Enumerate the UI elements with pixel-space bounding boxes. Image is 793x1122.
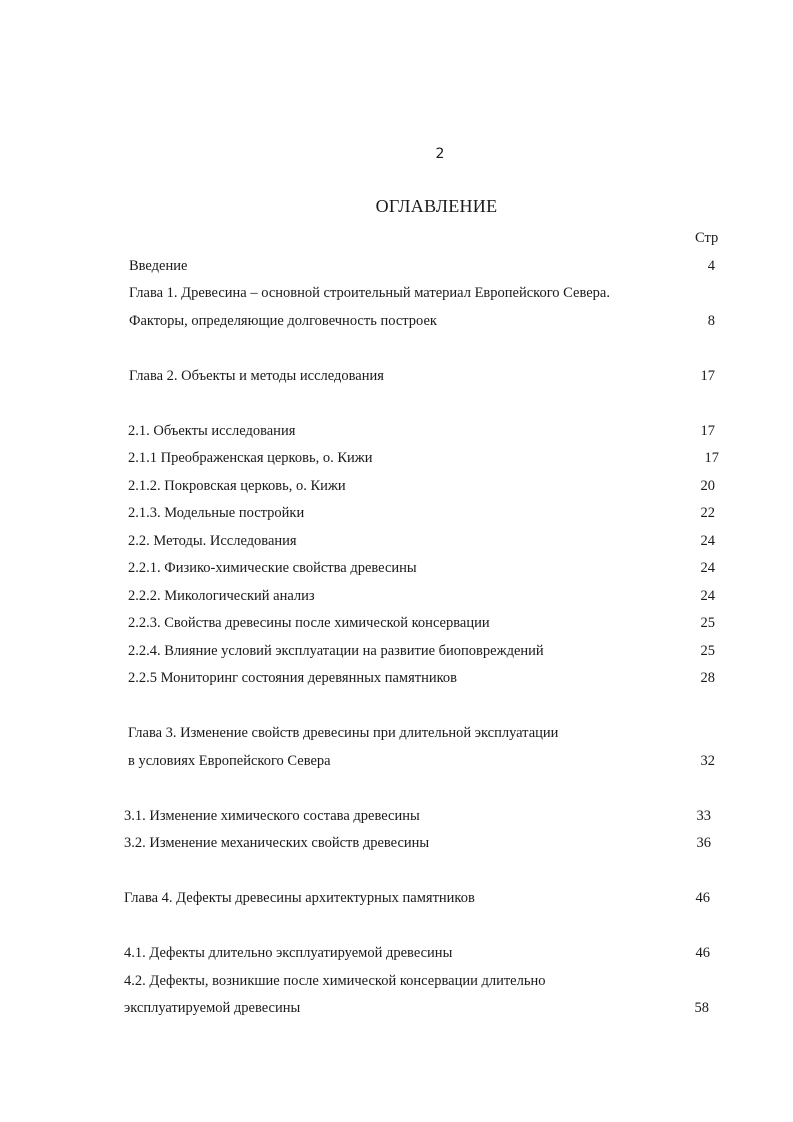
toc-entry-text: Введение [129, 258, 188, 274]
toc-entry-page: 58 [694, 1000, 709, 1016]
toc-entry-page: 22 [700, 505, 715, 521]
toc-entry-page: 17 [704, 450, 719, 466]
page-number: 2 [435, 146, 445, 162]
toc-entry-chapter-3-continued [0, 751, 793, 771]
toc-entry-text: Глава 1. Древесина – основной строительный материал Европейского Севера. [129, 285, 610, 301]
toc-entry-3-2 [0, 833, 793, 853]
toc-entry-text: 4.1. Дефекты длительно эксплуатируемой древесины [124, 945, 453, 961]
toc-entry-page: 28 [700, 670, 715, 686]
toc-entry-text: 3.2. Изменение механических свойств древесины [124, 835, 430, 851]
toc-entry-text: 3.1. Изменение химического состава древесины [124, 808, 420, 824]
toc-entry-text: 2.2.4. Влияние условий эксплуатации на развитие биоповреждений [128, 643, 544, 659]
toc-entry-2-2 [0, 531, 793, 551]
toc-entry-4-2-continued [0, 998, 793, 1018]
toc-entry-text: Глава 4. Дефекты древесины архитектурных памятников [124, 890, 475, 906]
toc-entry-text: 2.1. Объекты исследования [128, 423, 296, 439]
toc-entry-introduction [0, 256, 793, 276]
toc-entry-page: 25 [700, 615, 715, 631]
toc-entry-page: 17 [700, 423, 715, 439]
toc-entry-text: 2.1.2. Покровская церковь, о. Кижи [128, 478, 346, 494]
toc-entry-text: Глава 2. Объекты и методы исследования [129, 368, 384, 384]
toc-entry-2-2-2 [0, 586, 793, 606]
toc-entry-text: 2.1.3. Модельные постройки [128, 505, 305, 521]
toc-entry-page: 17 [700, 368, 715, 384]
toc-entry-page: 24 [700, 533, 715, 549]
toc-entry-page: 4 [707, 258, 715, 274]
page-title: ОГЛАВЛЕНИЕ [375, 196, 498, 216]
toc-entry-chapter-4 [0, 888, 793, 908]
toc-entry-2-1-3 [0, 503, 793, 523]
toc-entry-2-2-4 [0, 641, 793, 661]
toc-entry-chapter-2 [0, 366, 793, 386]
page-column-header: Стр [695, 230, 719, 246]
toc-entry-page: 33 [696, 808, 711, 824]
toc-entry-page: 24 [700, 588, 715, 604]
toc-entry-text: 2.2.3. Свойства древесины после химической консервации [128, 615, 490, 631]
toc-entry-text: Факторы, определяющие долговечность построек [129, 313, 437, 329]
toc-entry-page: 46 [695, 890, 710, 906]
toc-entry-chapter-3 [0, 723, 793, 743]
toc-entry-text: 2.1.1 Преображенская церковь, о. Кижи [128, 450, 373, 466]
toc-entry-2-2-3 [0, 613, 793, 633]
toc-entry-2-1-2 [0, 476, 793, 496]
toc-entry-chapter-1 [0, 283, 793, 303]
toc-entry-chapter-1-continued [0, 311, 793, 331]
toc-entry-text: 2.2.5 Мониторинг состояния деревянных памятников [128, 670, 458, 686]
toc-entry-4-2 [0, 971, 793, 991]
toc-entry-3-1 [0, 806, 793, 826]
toc-entry-page: 25 [700, 643, 715, 659]
toc-entry-text: 4.2. Дефекты, возникшие после химической консервации длительно [124, 973, 546, 989]
toc-entry-text: 2.2. Методы. Исследования [128, 533, 297, 549]
toc-entry-page: 20 [700, 478, 715, 494]
toc-entry-page: 32 [700, 753, 715, 769]
toc-entry-2-1-1 [0, 448, 793, 468]
toc-entry-page: 36 [696, 835, 711, 851]
toc-entry-text: эксплуатируемой древесины [124, 1000, 301, 1016]
toc-entry-page: 46 [695, 945, 710, 961]
toc-entry-2-2-5 [0, 668, 793, 688]
toc-entry-page: 8 [707, 313, 715, 329]
toc-entry-4-1 [0, 943, 793, 963]
toc-entry-text: Глава 3. Изменение свойств древесины при длительной эксплуатации [128, 725, 559, 741]
toc-entry-page: 24 [700, 560, 715, 576]
toc-entry-2-2-1 [0, 558, 793, 578]
toc-entry-text: 2.2.2. Микологический анализ [128, 588, 315, 604]
toc-entry-2-1 [0, 421, 793, 441]
toc-entry-text: 2.2.1. Физико-химические свойства древесины [128, 560, 417, 576]
toc-entry-text: в условиях Европейского Севера [128, 753, 331, 769]
